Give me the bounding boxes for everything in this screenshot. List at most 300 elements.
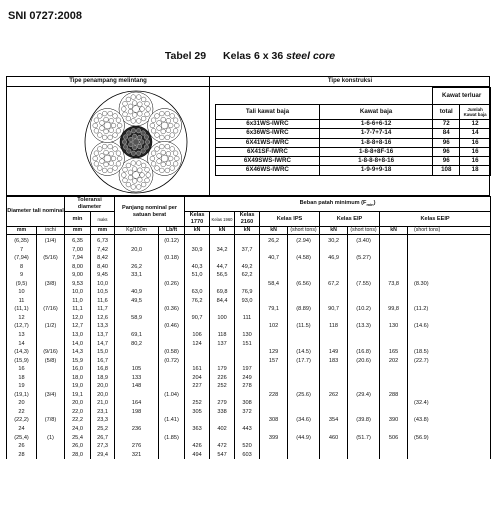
construction-cell-wire: 1-6-6+6-12 — [319, 120, 432, 129]
table-cell: 443 — [235, 425, 260, 434]
table-cell: (2.94) — [288, 235, 320, 246]
table-row — [7, 416, 491, 425]
table-cell — [348, 246, 380, 255]
table-cell: 279 — [210, 399, 235, 408]
table-cell: 308 — [260, 416, 288, 425]
table-cell — [37, 340, 65, 349]
table-cell: (20.6) — [348, 357, 380, 366]
table-cell: 12,7 — [65, 322, 91, 331]
table-cell — [260, 382, 288, 391]
table-cell: 11,6 — [91, 297, 115, 306]
table-cell: 10,0 — [91, 280, 115, 289]
table-cell — [210, 305, 235, 314]
table-cell: 118 — [210, 331, 235, 340]
table-cell: 19,0 — [65, 382, 91, 391]
table-cell — [348, 425, 380, 434]
table-cell — [380, 235, 408, 246]
table-cell — [348, 288, 380, 297]
table-cell: 49,5 — [115, 297, 159, 306]
table-cell: 33,1 — [115, 271, 159, 280]
table-cell: 14,0 — [65, 340, 91, 349]
table-cell: (8.30) — [408, 280, 491, 289]
table-cell: 90,7 — [185, 314, 210, 323]
standard-code: SNI 0727:2008 — [8, 10, 82, 22]
table-cell: (12,7) — [7, 322, 37, 331]
table-cell: 25,2 — [91, 425, 115, 434]
unit-kn-2160: kN — [235, 227, 260, 235]
table-cell: (11.2) — [408, 305, 491, 314]
table-cell: (3/4) — [37, 391, 65, 400]
table-cell — [288, 331, 320, 340]
table-cell — [348, 263, 380, 272]
construction-cell-count: 12 — [460, 120, 491, 129]
table-cell — [185, 357, 210, 366]
max-header: maks — [91, 212, 115, 227]
table-cell: 23,3 — [91, 416, 115, 425]
table-cell: 7,42 — [91, 246, 115, 255]
table-cell: 16,0 — [65, 365, 91, 374]
table-cell: 93,0 — [235, 297, 260, 306]
table-cell: 49,2 — [235, 263, 260, 272]
table-cell — [348, 442, 380, 451]
eip-header: Kelas EIP — [320, 212, 380, 227]
table-cell — [235, 391, 260, 400]
table-cell: 26 — [7, 442, 37, 451]
table-cell — [115, 235, 159, 246]
table-cell: 20 — [7, 399, 37, 408]
table-cell — [235, 434, 260, 443]
table-cell — [408, 314, 491, 323]
table-cell: (32.4) — [408, 399, 491, 408]
table-cell: 179 — [210, 365, 235, 374]
breaking-header: Beban patah minimum $(F_{min})$ — [185, 197, 491, 212]
table-row — [7, 357, 491, 366]
construction-cell-wire: 1-8-8+8F-16 — [319, 147, 432, 156]
construction-cell-count: 14 — [460, 129, 491, 138]
construction-cell-rope: 6X41SF-IWRC — [216, 147, 320, 156]
table-cell: 69,8 — [210, 288, 235, 297]
table-cell: 23,1 — [91, 408, 115, 417]
table-cell — [380, 425, 408, 434]
table-cell: 137 — [210, 340, 235, 349]
table-cell — [37, 288, 65, 297]
table-cell: (44.9) — [288, 434, 320, 443]
table-cell — [235, 357, 260, 366]
unit-kn-eip: kN — [320, 227, 348, 235]
table-cell — [210, 391, 235, 400]
table-cell: 249 — [235, 374, 260, 383]
table-cell: 26,7 — [91, 434, 115, 443]
table-cell: 130 — [380, 322, 408, 331]
table-cell — [159, 263, 185, 272]
table-cell — [115, 280, 159, 289]
table-cell: 80,2 — [115, 340, 159, 349]
table-cell — [210, 280, 235, 289]
table-row — [7, 451, 491, 460]
table-cell: (0.12) — [159, 235, 185, 246]
table-cell — [115, 322, 159, 331]
table-cell — [348, 408, 380, 417]
table-row — [7, 331, 491, 340]
table-cell: 90,7 — [320, 305, 348, 314]
table-row — [7, 399, 491, 408]
class-2160-header: Kelas 2160 — [235, 212, 260, 227]
construction-header: Tipe konstruksi — [327, 78, 373, 84]
table-cell — [37, 263, 65, 272]
table-cell: 14,3 — [65, 348, 91, 357]
table-cell: (56.9) — [408, 434, 491, 443]
rope-type-header: Tali kawat baja — [216, 105, 320, 120]
table-cell: 20,0 — [115, 246, 159, 255]
unit-kn-1770: kN — [185, 227, 210, 235]
table-cell: 157 — [260, 357, 288, 366]
table-cell — [260, 288, 288, 297]
table-cell — [260, 271, 288, 280]
table-cell: 390 — [380, 416, 408, 425]
table-cell — [260, 451, 288, 460]
table-cell — [380, 442, 408, 451]
table-cell — [408, 235, 491, 246]
construction-table — [215, 87, 491, 176]
table-cell: 133 — [115, 374, 159, 383]
table-cell — [159, 340, 185, 349]
construction-cell-count: 18 — [460, 166, 491, 175]
table-cell: 308 — [235, 399, 260, 408]
table-row — [7, 374, 491, 383]
table-cell — [260, 365, 288, 374]
table-cell: 29,4 — [91, 451, 115, 460]
table-cell: 183 — [320, 357, 348, 366]
table-cell: 603 — [235, 451, 260, 460]
table-row — [7, 382, 491, 391]
table-cell: 520 — [235, 442, 260, 451]
table-cell: 12 — [7, 314, 37, 323]
table-cell — [235, 322, 260, 331]
table-cell — [37, 365, 65, 374]
table-cell — [348, 331, 380, 340]
table-cell — [210, 254, 235, 263]
table-cell: 8,40 — [91, 263, 115, 272]
table-cell: (39.8) — [348, 416, 380, 425]
min-header: min — [65, 212, 91, 227]
table-cell — [288, 263, 320, 272]
table-cell — [408, 382, 491, 391]
construction-cell-total: 108 — [433, 166, 460, 175]
table-cell — [37, 374, 65, 383]
table-cell: 19 — [7, 382, 37, 391]
construction-block — [6, 76, 490, 196]
table-cell — [185, 254, 210, 263]
table-cell: 6,73 — [91, 235, 115, 246]
unit-ton-eeip: (short tons) — [408, 227, 491, 235]
table-cell — [348, 374, 380, 383]
table-cell — [408, 263, 491, 272]
table-cell — [408, 288, 491, 297]
table-cell — [408, 425, 491, 434]
total-header: total — [433, 105, 460, 120]
table-cell — [380, 340, 408, 349]
unit-max-mm: mm — [91, 227, 115, 235]
table-cell: 79,1 — [260, 305, 288, 314]
table-cell: 9,00 — [65, 271, 91, 280]
table-cell — [159, 314, 185, 323]
table-cell: (9,5) — [7, 280, 37, 289]
table-cell: 494 — [185, 451, 210, 460]
table-cell — [260, 442, 288, 451]
table-cell — [260, 374, 288, 383]
table-cell: 21,0 — [91, 399, 115, 408]
table-cell — [210, 322, 235, 331]
table-cell: 30,2 — [320, 235, 348, 246]
table-cell — [210, 357, 235, 366]
table-row — [7, 365, 491, 374]
table-cell: (5/16) — [37, 254, 65, 263]
table-cell: 26,0 — [65, 442, 91, 451]
table-number: Tabel 29 — [164, 50, 207, 62]
table-cell — [320, 365, 348, 374]
table-cell: (19,1) — [7, 391, 37, 400]
table-cell: 12,6 — [91, 314, 115, 323]
table-cell — [159, 271, 185, 280]
table-cell: (7,94) — [7, 254, 37, 263]
table-cell: 22 — [7, 408, 37, 417]
table-row — [7, 314, 491, 323]
table-cell — [380, 331, 408, 340]
table-cell — [115, 416, 159, 425]
table-cell: (29.4) — [348, 391, 380, 400]
breaking-load-table — [6, 196, 490, 459]
table-cell: (25.6) — [288, 391, 320, 400]
table-cell: 15,0 — [91, 348, 115, 357]
table-cell: 14 — [7, 340, 37, 349]
table-cell — [348, 382, 380, 391]
table-cell: (1/2) — [37, 322, 65, 331]
tolerance-header: Toleransi diameter — [65, 197, 115, 212]
rope-cross-section-icon — [83, 89, 189, 195]
table-cell — [408, 271, 491, 280]
table-cell — [380, 451, 408, 460]
table-cell: 7,94 — [65, 254, 91, 263]
unit-ton-ips: (short tons) — [288, 227, 320, 235]
table-cell — [115, 357, 159, 366]
table-cell: (11.5) — [288, 322, 320, 331]
table-cell: 13,3 — [91, 322, 115, 331]
table-cell: 30,9 — [185, 246, 210, 255]
table-cell — [159, 365, 185, 374]
table-cell — [348, 365, 380, 374]
table-cell: 69,1 — [115, 331, 159, 340]
table-cell: 58,9 — [115, 314, 159, 323]
table-cell: 40,3 — [185, 263, 210, 272]
table-row — [7, 391, 491, 400]
table-cell — [288, 288, 320, 297]
table-cell — [408, 254, 491, 263]
table-cell: (1/4) — [37, 235, 65, 246]
table-cell: 165 — [380, 348, 408, 357]
table-cell: 11,1 — [65, 305, 91, 314]
table-cell — [348, 297, 380, 306]
table-cell: 8,42 — [91, 254, 115, 263]
table-cell: 11 — [7, 297, 37, 306]
table-cell: 11,0 — [65, 297, 91, 306]
table-cell: 67,2 — [320, 280, 348, 289]
table-cell — [235, 235, 260, 246]
table-cell — [320, 451, 348, 460]
table-cell — [115, 348, 159, 357]
outer-wire-header: Kawat terluar — [433, 88, 491, 105]
unit-kg: Kg/100m — [115, 227, 159, 235]
table-cell: (9/16) — [37, 348, 65, 357]
table-cell — [380, 288, 408, 297]
table-row — [7, 280, 491, 289]
table-cell: 7 — [7, 246, 37, 255]
table-cell — [408, 340, 491, 349]
table-cell: 124 — [185, 340, 210, 349]
table-cell: 252 — [185, 399, 210, 408]
table-cell: 22,0 — [65, 408, 91, 417]
table-cell — [288, 314, 320, 323]
table-class: Kelas 6 x 36 — [223, 50, 284, 62]
table-cell — [288, 365, 320, 374]
table-cell — [380, 271, 408, 280]
table-cell: 99,8 — [380, 305, 408, 314]
table-cell: 105 — [115, 365, 159, 374]
table-row — [7, 246, 491, 255]
construction-cell-rope: 6x31WS-IWRC — [216, 120, 320, 129]
construction-row — [216, 120, 491, 129]
table-cell: 288 — [380, 391, 408, 400]
table-cell: (1.41) — [159, 416, 185, 425]
table-cell: (1.04) — [159, 391, 185, 400]
construction-cell-wire: 1-7-7+7-14 — [319, 129, 432, 138]
construction-cell-count: 16 — [460, 157, 491, 166]
table-cell: (5.27) — [348, 254, 380, 263]
table-cell: (7/8) — [37, 416, 65, 425]
table-cell: 100 — [210, 314, 235, 323]
construction-cell-wire: 1-9-9+9-18 — [319, 166, 432, 175]
table-cell — [235, 305, 260, 314]
table-cell: 198 — [115, 408, 159, 417]
table-cell: 7,00 — [65, 246, 91, 255]
unit-ton-eip: (short tons) — [348, 227, 380, 235]
table-cell: 151 — [235, 340, 260, 349]
table-cell: 62,2 — [235, 271, 260, 280]
table-cell: 372 — [235, 408, 260, 417]
table-cell: 76,9 — [235, 288, 260, 297]
table-row — [7, 340, 491, 349]
table-cell: 11,7 — [91, 305, 115, 314]
table-cell — [37, 382, 65, 391]
table-row — [7, 348, 491, 357]
table-cell — [380, 246, 408, 255]
table-cell — [380, 263, 408, 272]
table-cell — [185, 348, 210, 357]
table-cell: 34,2 — [210, 246, 235, 255]
table-cell — [348, 314, 380, 323]
table-cell: (3/8) — [37, 280, 65, 289]
table-cell: 102 — [260, 322, 288, 331]
unit-kn-eeip: kN — [380, 227, 408, 235]
table-cell — [115, 391, 159, 400]
table-cell — [210, 235, 235, 246]
table-cell: 24 — [7, 425, 37, 434]
table-cell: (16.8) — [348, 348, 380, 357]
unit-min-mm: mm — [65, 227, 91, 235]
table-cell — [320, 374, 348, 383]
table-cell: 9,53 — [65, 280, 91, 289]
table-cell — [380, 254, 408, 263]
table-cell — [320, 271, 348, 280]
table-cell: 19,1 — [65, 391, 91, 400]
class-1960-header: Kelas 1960 — [210, 212, 235, 227]
table-cell — [37, 297, 65, 306]
table-cell: 51,0 — [185, 271, 210, 280]
table-cell: (43.8) — [408, 416, 491, 425]
construction-row — [216, 157, 491, 166]
table-cell: 129 — [260, 348, 288, 357]
table-cell: 84,4 — [210, 297, 235, 306]
ips-header: Kelas IPS — [260, 212, 320, 227]
table-row — [7, 442, 491, 451]
cross-section-header: Tipe penampang melintang — [69, 78, 147, 84]
table-cell — [380, 314, 408, 323]
table-row — [7, 235, 491, 246]
table-cell: (0.36) — [159, 305, 185, 314]
table-cell: 118 — [320, 322, 348, 331]
table-cell — [260, 331, 288, 340]
table-cell — [288, 399, 320, 408]
table-cell: (22,2) — [7, 416, 37, 425]
table-cell — [408, 331, 491, 340]
table-cell — [210, 434, 235, 443]
table-cell: 18,0 — [65, 374, 91, 383]
table-cell: 276 — [115, 442, 159, 451]
table-cell: 37,7 — [235, 246, 260, 255]
table-cell — [185, 305, 210, 314]
table-cell — [288, 382, 320, 391]
table-cell: 10,5 — [91, 288, 115, 297]
table-cell: 28,0 — [65, 451, 91, 460]
table-cell — [320, 314, 348, 323]
table-cell — [235, 416, 260, 425]
table-cell — [210, 416, 235, 425]
table-cell: 197 — [235, 365, 260, 374]
table-cell: 27,3 — [91, 442, 115, 451]
table-cell: 10,0 — [65, 288, 91, 297]
diameter-header: Diameter tali nominal — [7, 197, 65, 227]
table-cell: 363 — [185, 425, 210, 434]
class-1770-header: Kelas 1770 — [185, 212, 210, 227]
table-class-italic: steel core — [286, 50, 336, 62]
table-row — [7, 434, 491, 443]
unit-inch: inchi — [37, 227, 65, 235]
table-cell: (5/8) — [37, 357, 65, 366]
table-cell — [159, 442, 185, 451]
table-cell — [288, 271, 320, 280]
table-cell: 106 — [185, 331, 210, 340]
table-row — [7, 263, 491, 272]
table-cell — [37, 399, 65, 408]
table-cell: (0.46) — [159, 322, 185, 331]
construction-cell-total: 84 — [433, 129, 460, 138]
table-cell — [320, 442, 348, 451]
table-cell: (25,4) — [7, 434, 37, 443]
table-cell — [260, 340, 288, 349]
table-cell: 161 — [185, 365, 210, 374]
table-cell: 506 — [380, 434, 408, 443]
table-cell: (7/16) — [37, 305, 65, 314]
table-cell — [288, 340, 320, 349]
